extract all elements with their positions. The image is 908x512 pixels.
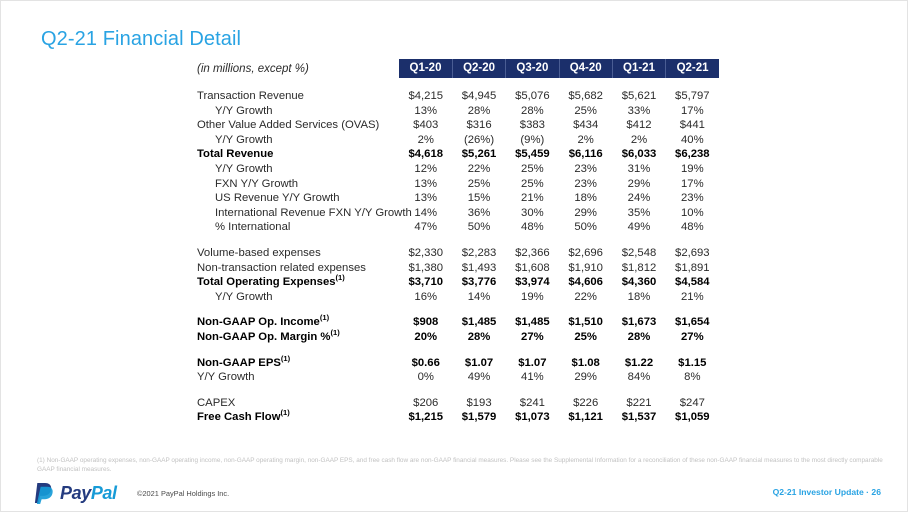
table-cell: 2% — [417, 133, 434, 146]
table-cell: 49% — [627, 221, 651, 234]
table-cell: 40% — [681, 133, 704, 146]
table-cell: $3,974 — [515, 276, 550, 289]
table-row — [197, 356, 719, 371]
table-cell: 30% — [521, 206, 544, 219]
table-cell: $4,606 — [568, 276, 603, 289]
table-cell: 23% — [681, 192, 704, 205]
table-cell: $2,548 — [621, 246, 657, 259]
table-row — [197, 177, 719, 192]
table-cell: $1,493 — [461, 261, 497, 274]
paypal-logo-icon — [33, 482, 55, 504]
table-cell: 31% — [627, 162, 651, 175]
row-label — [197, 330, 399, 345]
table-cell: 27% — [521, 330, 544, 343]
table-cell: 13% — [414, 104, 438, 117]
table-cell: 23% — [574, 162, 597, 175]
row-label — [197, 246, 399, 261]
row-label-text: Free Cash Flow — [197, 411, 281, 424]
table-spacer-cell — [197, 345, 719, 356]
table-cell: 29% — [627, 177, 651, 190]
table-cell: 15% — [467, 192, 491, 205]
table-cell: 47% — [414, 221, 438, 234]
table-cell: $1,891 — [675, 261, 710, 274]
column-header-q1-20: Q1-20 — [399, 59, 452, 78]
table-cell: 29% — [574, 371, 597, 384]
row-label — [197, 162, 399, 177]
table-row — [197, 330, 719, 345]
table-cell: $6,116 — [568, 148, 603, 161]
column-header-q4-20: Q4-20 — [559, 59, 612, 78]
table-cell: $4,618 — [408, 148, 444, 161]
table-cell: $4,584 — [675, 276, 710, 289]
row-label — [197, 133, 399, 148]
footnote-text: (1) Non-GAAP operating expenses, non-GAAP operating income, non-GAAP operating margin, non-GAAP EPS, and free cash flow are non-GAAP financial measures. Please see the Supplemental Information for a reconciliation of these non-GAAP financial measures to the most directly comparable GAAP financial measures. — [37, 457, 883, 473]
table-cell: $2,330 — [408, 246, 444, 259]
table-cell: $193 — [466, 396, 492, 409]
table-cell: 49% — [467, 371, 491, 384]
footnote-marker: (1) — [280, 353, 291, 363]
table-row — [197, 104, 719, 119]
row-label-text: Total Operating Expenses — [197, 276, 336, 289]
table-cell: 12% — [414, 162, 438, 175]
header-spacer-row — [197, 78, 719, 89]
paypal-wordmark — [60, 484, 117, 502]
table-cell: $1,485 — [461, 316, 497, 329]
table-spacer-cell — [197, 304, 719, 315]
table-cell: $1.22 — [624, 356, 654, 369]
table-row — [197, 396, 719, 411]
table-cell: $1.07 — [518, 356, 547, 369]
row-label-text: Other Value Added Services (OVAS) — [197, 119, 380, 132]
table-cell: 8% — [684, 371, 701, 384]
row-label — [197, 104, 399, 119]
table-spacer-row — [197, 345, 719, 356]
row-label — [197, 315, 399, 330]
row-label-text: International Revenue FXN Y/Y Growth — [215, 206, 412, 219]
table-cell: $1,380 — [408, 261, 444, 274]
table-cell: 21% — [521, 192, 544, 205]
table-cell: $1,073 — [515, 411, 550, 424]
table-cell: $1,059 — [675, 411, 710, 424]
row-label — [197, 220, 399, 235]
table-cell: 28% — [627, 330, 651, 343]
table-cell: 13% — [414, 177, 438, 190]
table-cell: $316 — [466, 119, 492, 132]
table-row — [197, 290, 719, 305]
table-row — [197, 147, 719, 162]
table-cell: 28% — [521, 104, 544, 117]
table-spacer-cell — [197, 235, 719, 246]
row-label — [197, 89, 399, 104]
row-label-text: Y/Y Growth — [215, 104, 273, 117]
table-cell: $1,673 — [621, 316, 657, 329]
table-row — [197, 133, 719, 148]
row-label — [197, 147, 399, 162]
table-cell: 33% — [627, 104, 651, 117]
table-cell: 29% — [574, 206, 597, 219]
table-cell: 13% — [414, 192, 438, 205]
table-cell: 25% — [467, 177, 491, 190]
table-spacer-row — [197, 385, 719, 396]
table-cell: 19% — [521, 290, 544, 303]
table-cell: $1.15 — [678, 356, 707, 369]
table-cell: $3,776 — [461, 276, 497, 289]
row-label — [197, 118, 399, 133]
table-cell: 27% — [681, 330, 704, 343]
table-cell: 25% — [574, 330, 597, 343]
table-cell: $1,910 — [568, 261, 603, 274]
table-cell: $4,215 — [408, 90, 444, 102]
table-cell: 48% — [521, 221, 544, 234]
table-cell: $1,510 — [568, 316, 603, 329]
footer-page-label: Q2-21 Investor Update · 26 — [772, 487, 881, 497]
page-title: Q2-21 Financial Detail — [41, 28, 242, 50]
row-label-text: Transaction Revenue — [197, 90, 304, 102]
table-cell: $1,537 — [621, 411, 657, 424]
column-header-q3-20: Q3-20 — [506, 59, 559, 78]
table-row — [197, 370, 719, 385]
row-label-text: FXN Y/Y Growth — [215, 177, 299, 190]
table-cell: 24% — [627, 192, 651, 205]
table-cell: 2% — [577, 133, 594, 146]
paypal-logo — [33, 482, 117, 504]
table-cell: $5,459 — [515, 148, 550, 161]
table-cell: 2% — [630, 133, 648, 146]
table-cell: 25% — [521, 177, 544, 190]
table-spacer-cell — [197, 385, 719, 396]
table-spacer-row — [197, 304, 719, 315]
table-cell: 18% — [574, 192, 597, 205]
row-label-text: Non-GAAP Op. Income — [197, 316, 320, 329]
table-cell: $206 — [413, 396, 439, 409]
table-cell: $412 — [626, 119, 652, 132]
header-label-spacer — [197, 59, 399, 78]
table-cell: $1,121 — [568, 411, 603, 424]
table-cell: $241 — [519, 396, 545, 409]
row-label — [197, 410, 399, 425]
table-cell: $1,654 — [675, 316, 710, 329]
table-cell: $434 — [573, 119, 599, 132]
table-cell: 17% — [681, 177, 704, 190]
table-cell: $221 — [626, 396, 652, 409]
table-cell: $4,360 — [621, 276, 657, 289]
row-label-text: Y/Y Growth — [215, 290, 273, 303]
table-cell: $1,579 — [461, 411, 497, 424]
table-cell: 35% — [627, 206, 651, 219]
table-cell: $0.66 — [411, 356, 440, 369]
table-cell: 48% — [681, 221, 704, 234]
footnote-marker: (1) — [330, 328, 340, 338]
table-cell: (26%) — [463, 133, 495, 146]
footnote-marker: (1) — [319, 313, 330, 323]
table-cell: 23% — [574, 177, 597, 190]
row-label-text: Non-GAAP Op. Margin % — [197, 330, 331, 343]
header-spacer-cell — [197, 78, 719, 89]
paypal-word-pal: Pal — [90, 483, 117, 503]
table-row — [197, 206, 719, 221]
table-cell: 0% — [417, 371, 434, 384]
table-cell: $1.07 — [464, 356, 494, 369]
table-row — [197, 191, 719, 206]
table-cell: $5,682 — [568, 90, 603, 102]
table-cell: $2,696 — [568, 246, 603, 259]
table-row — [197, 162, 719, 177]
table-row — [197, 220, 719, 235]
table-row — [197, 118, 719, 133]
table-cell: 19% — [681, 162, 704, 175]
table-row — [197, 89, 719, 104]
row-label — [197, 206, 412, 221]
table-cell: $908 — [413, 316, 439, 329]
table-cell: 21% — [681, 290, 704, 303]
table-cell: 25% — [521, 162, 544, 175]
row-label — [197, 396, 399, 411]
table-cell: $441 — [679, 119, 705, 132]
row-label-text: Non-GAAP EPS — [197, 356, 281, 369]
table-cell: $5,797 — [675, 90, 710, 102]
financial-table-container — [197, 59, 719, 425]
table-cell: 84% — [627, 371, 651, 384]
table-cell: $1,485 — [515, 316, 550, 329]
table-cell: $1,812 — [621, 261, 657, 274]
table-cell: 25% — [574, 104, 597, 117]
row-label-text: Y/Y Growth — [197, 371, 255, 384]
row-label — [197, 290, 399, 305]
row-label-text: CAPEX — [197, 396, 236, 409]
financial-table — [197, 59, 719, 425]
copyright-text: ©2021 PayPal Holdings Inc. — [137, 489, 230, 498]
table-row — [197, 246, 719, 261]
footnote-marker: (1) — [280, 408, 290, 418]
table-cell: $1.08 — [571, 356, 600, 369]
table-cell: $6,033 — [621, 148, 657, 161]
table-cell: 22% — [467, 162, 491, 175]
units-note: (in millions, except %) — [197, 63, 309, 75]
table-cell: $6,238 — [675, 148, 710, 161]
table-cell: 10% — [681, 206, 704, 219]
row-label — [197, 261, 399, 276]
table-cell: 41% — [521, 371, 544, 384]
table-row — [197, 261, 719, 276]
table-cell: 17% — [681, 104, 704, 117]
table-cell: 50% — [574, 221, 597, 234]
row-label-text: Y/Y Growth — [215, 162, 273, 175]
table-cell: $4,945 — [461, 90, 497, 102]
table-cell: $5,261 — [461, 148, 497, 161]
table-cell: $1,215 — [408, 411, 444, 424]
table-header — [197, 59, 719, 89]
table-cell: $1,608 — [515, 261, 550, 274]
table-cell: $2,693 — [675, 246, 710, 259]
table-cell: $247 — [679, 396, 705, 409]
table-cell: 22% — [574, 290, 597, 303]
row-label — [197, 370, 399, 385]
table-cell: $403 — [413, 119, 439, 132]
table-row — [197, 315, 719, 330]
table-cell: (9%) — [520, 133, 545, 146]
table-cell: $2,283 — [461, 246, 497, 259]
row-label-text: Y/Y Growth — [215, 133, 273, 146]
table-row — [197, 275, 719, 290]
table-header-row — [197, 59, 719, 78]
row-label-text: % International — [215, 221, 291, 234]
table-body — [197, 89, 719, 425]
column-header-q2-21: Q2-21 — [666, 59, 719, 78]
paypal-word-pay: Pay — [60, 483, 91, 503]
table-cell: $3,710 — [408, 276, 444, 289]
table-cell: $2,366 — [515, 246, 550, 259]
column-header-q1-21: Q1-21 — [612, 59, 665, 78]
row-label-text: Volume-based expenses — [197, 246, 321, 259]
table-cell: $5,621 — [621, 90, 657, 102]
table-cell: 28% — [467, 104, 491, 117]
table-cell: 16% — [414, 290, 438, 303]
row-label-text: Total Revenue — [197, 148, 274, 161]
table-cell: 14% — [467, 290, 491, 303]
table-cell: 14% — [414, 206, 438, 219]
table-cell: 20% — [414, 330, 438, 343]
row-label — [197, 275, 399, 290]
table-cell: 36% — [467, 206, 491, 219]
row-label — [197, 353, 399, 371]
table-row — [197, 410, 719, 425]
table-cell: 50% — [467, 221, 491, 234]
row-label — [197, 191, 399, 206]
column-header-q2-20: Q2-20 — [452, 59, 505, 78]
table-cell: $383 — [519, 119, 545, 132]
table-cell: $226 — [573, 396, 599, 409]
table-spacer-row — [197, 235, 719, 246]
footnote-marker: (1) — [335, 273, 345, 283]
table-cell: 18% — [627, 290, 651, 303]
row-label-text: US Revenue Y/Y Growth — [215, 192, 340, 205]
row-label — [197, 177, 399, 192]
table-cell: $5,076 — [515, 90, 550, 102]
table-cell: 28% — [467, 330, 491, 343]
row-label-text: Non-transaction related expenses — [197, 261, 366, 274]
